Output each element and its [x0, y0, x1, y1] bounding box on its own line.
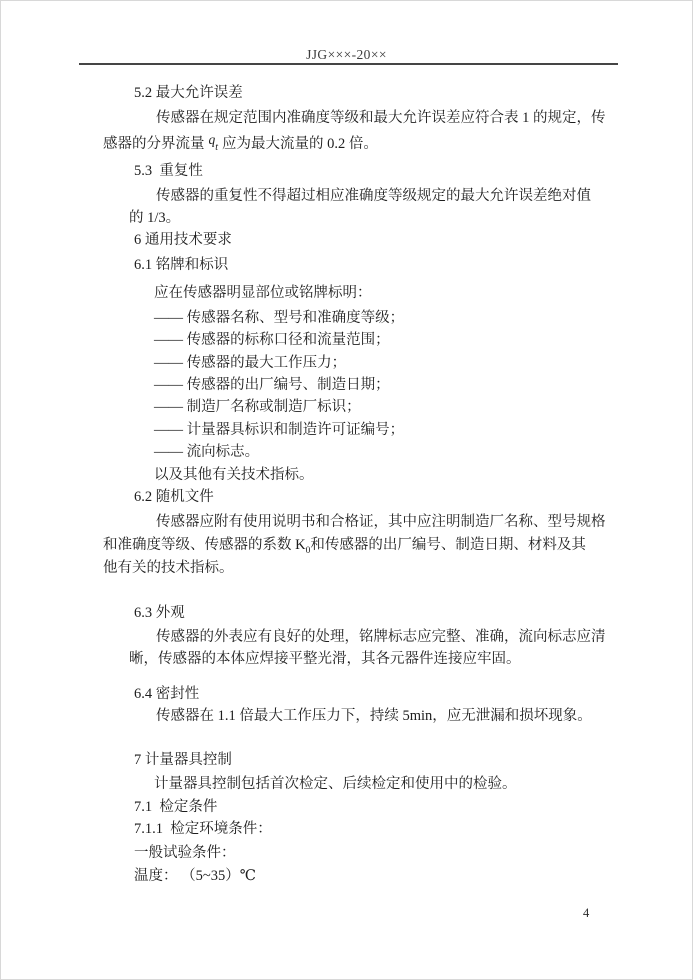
heading-6-1: 6.1 铭牌和标识 [134, 257, 229, 273]
flow-rate-symbol-qt: $q_t$ [208, 132, 219, 153]
list-item-6: —— 计量器具标识和制造许可证编号； [154, 422, 405, 438]
heading-7-1-1: 7.1.1 检定环境条件： [134, 821, 272, 837]
heading-6-2: 6.2 随机文件 [134, 489, 214, 505]
heading-7-1: 7.1 检定条件 [134, 799, 218, 815]
para-6-2-line-2 [103, 536, 586, 561]
list-item-5: —— 制造厂名称或制造厂标识； [154, 399, 361, 415]
line-text-pre: 和准确度等级、传感器的系数 K [103, 537, 306, 553]
coefficient-symbol-k0: 0 [305, 545, 311, 556]
para-5-3-line-1: 传感器的重复性不得超过相应准确度等级规定的最大允许误差绝对值 [156, 188, 591, 204]
heading-6: 6 通用技术要求 [134, 232, 232, 248]
line-text-pre: 感器的分界流量 [103, 136, 205, 152]
para-5-3-line-2: 的 1/3。 [129, 210, 181, 226]
list-item-2: —— 传感器的标称口径和流量范围； [154, 332, 390, 348]
list-item-1: —— 传感器名称、型号和准确度等级； [154, 310, 405, 326]
para-6-2-line-1: 传感器应附有使用说明书和合格证，其中应注明制造厂名称、型号规格 [156, 514, 606, 530]
para-5-2-line-1: 传感器在规定范围内准确度等级和最大允许误差应符合表 1 的规定，传 [156, 110, 606, 126]
test-conditions-label: 一般试验条件： [134, 845, 236, 861]
header-divider-line [79, 63, 618, 65]
list-item-4: —— 传感器的出厂编号、制造日期； [154, 377, 390, 393]
para-5-2-line-2 [103, 134, 378, 159]
line-text-post: 应为最大流量的 0.2 倍。 [222, 136, 378, 152]
para-6-3-line-1: 传感器的外表应有良好的处理，铭牌标志应完整、准确，流向标志应清 [156, 629, 606, 645]
page-number: 4 [583, 906, 590, 920]
para-6-1-intro: 应在传感器明显部位或铭牌标明： [154, 285, 372, 301]
list-item-3: —— 传感器的最大工作压力； [154, 355, 347, 371]
document-header-code: JJG×××-20×× [306, 47, 387, 62]
para-6-4-line-1: 传感器在 1.1 倍最大工作压力下，持续 5min，应无泄漏和损坏现象。 [156, 708, 592, 724]
temperature-spec: 温度： （5~35）℃ [134, 868, 256, 884]
heading-5-2: 5.2 最大允许误差 [134, 85, 243, 101]
para-6-2-line-3: 他有关的技术指标。 [103, 560, 234, 576]
para-7-line-1: 计量器具控制包括首次检定、后续检定和使用中的检验。 [154, 776, 517, 792]
heading-5-3: 5.3 重复性 [134, 163, 203, 179]
line-text-post: 和传感器的出厂编号、制造日期、材料及其 [310, 537, 586, 553]
para-6-1-outro: 以及其他有关技术指标。 [154, 467, 314, 483]
heading-6-4: 6.4 密封性 [134, 686, 200, 702]
para-6-3-line-2: 晰，传感器的本体应焊接平整光滑，其各元器件连接应牢固。 [129, 651, 521, 667]
heading-6-3: 6.3 外观 [134, 605, 185, 621]
heading-7: 7 计量器具控制 [134, 752, 232, 768]
list-item-7: —— 流向标志。 [154, 444, 260, 460]
